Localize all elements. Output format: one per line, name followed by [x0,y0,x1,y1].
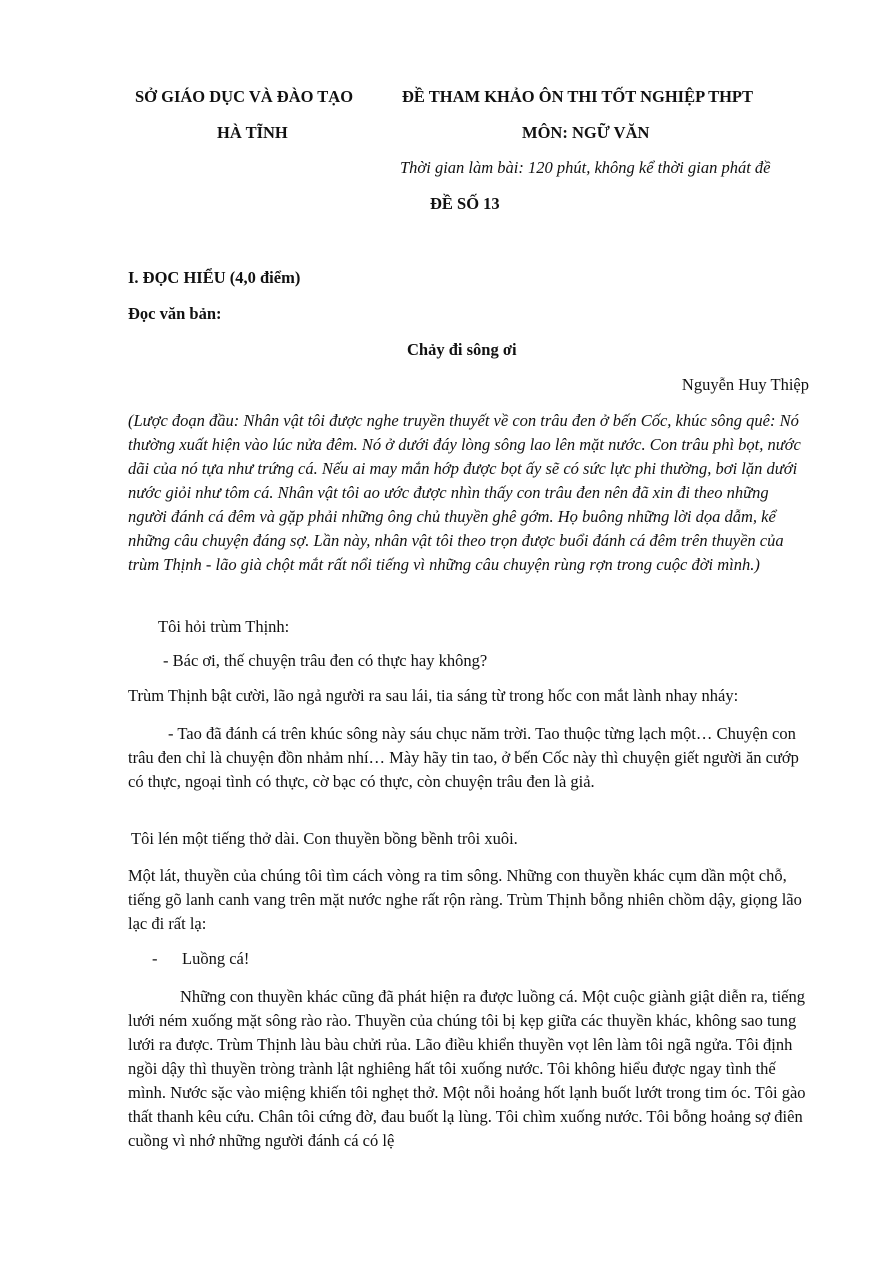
exam-number: ĐỀ SỐ 13 [430,194,500,213]
paragraph: Trùm Thịnh bật cười, lão ngả người ra sau lái, tia sáng từ trong hốc con mắt lành nhay nháy: [128,686,739,705]
section-heading: I. ĐỌC HIỂU (4,0 điểm) [128,268,301,287]
paragraph: Tôi hỏi trùm Thịnh: [158,617,290,636]
story-title: Chảy đi sông ơi [407,340,517,359]
summary-paragraph: (Lược đoạn đầu: Nhân vật tôi được nghe truyền thuyết về con trâu đen ở bến Cốc, khúc sông quê: Nó thường xuất hiện vào lúc nửa đêm. Nó ở dưới đáy lòng sông lao lên mặt nước. Con trâu phì bọt, nước dãi của nó tựa như trứng cá. Nếu ai may mắn hớp được bọt ấy sẽ có sức lực phi thường, bơi lặn dưới nước giỏi như tôm cá. Nhân vật tôi ao ước được nhìn thấy con trâu đen nên đã xin đi theo những người đánh cá đêm và gặp phải những ông chủ thuyền ghê gớm. Họ buông những lời dọa dẫm, kể những câu chuyện đáng sợ. Lần này, nhân vật tôi theo trọn được buổi đánh cá đêm trên thuyền của trùm Thịnh - lão già chột mắt rất nổi tiếng vì những câu chuyện rùng rợn trong cuộc đời mình.) [128,411,801,574]
dialogue-line: - Bác ơi, thế chuyện trâu đen có thực hay không? [163,651,488,670]
instruction: Đọc văn bản: [128,304,222,323]
header-right-line2: MÔN: NGỮ VĂN [522,123,650,142]
author: Nguyễn Huy Thiệp [681,375,809,394]
time-note: Thời gian làm bài: 120 phút, không kể thời gian phát đề [400,158,771,177]
header-right-line1: ĐỀ THAM KHẢO ÔN THI TỐT NGHIỆP THPT [402,87,754,106]
header-left-line2: HÀ TĨNH [217,123,288,142]
paragraph: Những con thuyền khác cũng đã phát hiện ra được luồng cá. Một cuộc giành giật diễn ra, tiếng lưới ném xuống mặt sông rào rào. Thuyền của chúng tôi bị kẹp giữa các thuyền khác, không sao tung lưới ra được. Trùm Thịnh làu bàu chửi rủa. Lão điều khiển thuyền vọt lên làm tôi ngã ngửa. Tôi định ngồi dậy thì thuyền tròng trành lật nghiêng hất tôi xuống nước. Tôi không hiểu được ngay tình thế mình. Nước sặc vào miệng khiến tôi nghẹt thở. Một nỗi hoảng hốt lạnh buốt lướt trong tim óc. Tôi gào thất thanh kêu cứu. Chân tôi cứng đờ, đau buốt lạ lùng. Tôi chìm xuống nước. Tôi bỗng hoảng sợ điên cuồng vì nhớ những người đánh cá có lệ [128,987,806,1150]
paragraph: Tôi lén một tiếng thở dài. Con thuyền bồng bềnh trôi xuôi. [131,829,518,848]
dialogue-paragraph: - Tao đã đánh cá trên khúc sông này sáu chục năm trời. Tao thuộc từng lạch một… Chuyện con trâu đen chỉ là chuyện đồn nhảm nhí… Mày hãy tin tao, ở bến Cốc này thì chuyện giết người ăn cướp có thực, ngoại tình có thực, cờ bạc có thực, còn chuyện trâu đen là giả. [128,724,799,791]
dialogue-line: Luồng cá! [182,949,250,968]
header-left-line1: SỞ GIÁO DỤC VÀ ĐÀO TẠO [135,87,354,106]
list-dash: - [152,949,158,968]
paragraph: Một lát, thuyền của chúng tôi tìm cách vòng ra tim sông. Những con thuyền khác cụm dần một chỗ, tiếng gõ lanh canh vang trên mặt nước nghe rất rộn ràng. Trùm Thịnh bỗng nhiên chồm dậy, giọng lão lạc đi rất lạ: [128,866,802,933]
